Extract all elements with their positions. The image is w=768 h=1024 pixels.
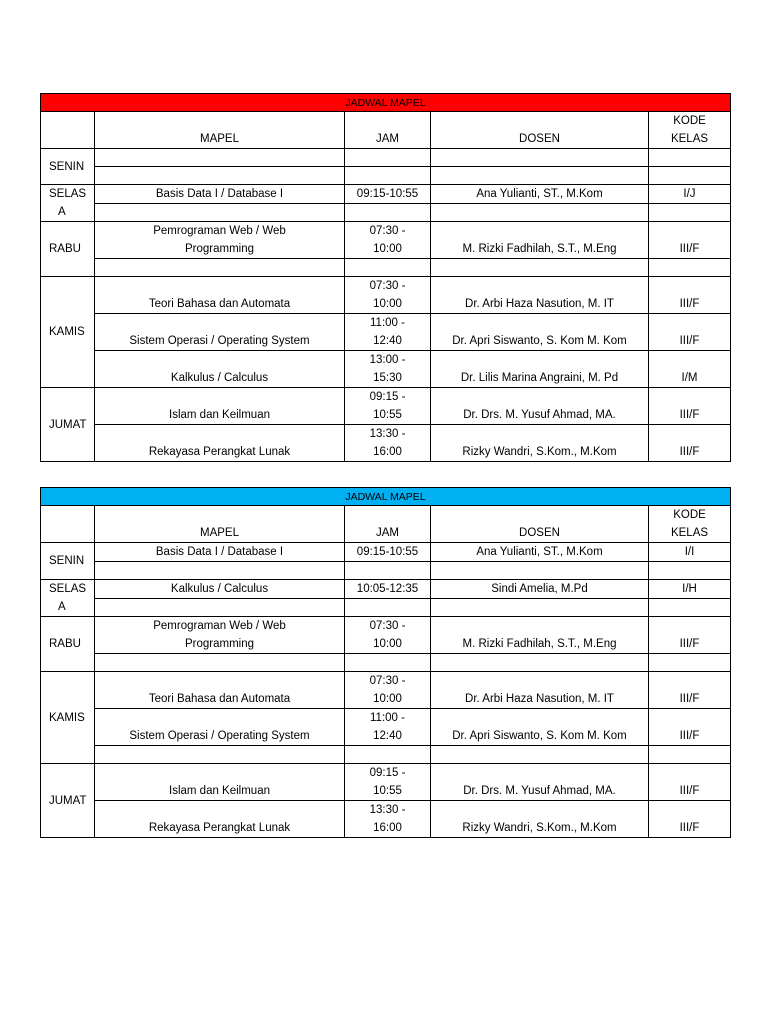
cell-kode: III/F bbox=[649, 277, 731, 314]
cell-jam-line1: 13:30 - bbox=[369, 428, 406, 440]
cell-jam-line2: 10:00 bbox=[373, 298, 402, 310]
header-mapel: MAPEL bbox=[95, 112, 345, 149]
cell-jam-line1: 11:00 - bbox=[370, 317, 405, 329]
cell-jam: 10:05-12:35 bbox=[345, 580, 431, 599]
header-kode-kelas bbox=[649, 112, 731, 149]
cell-dosen: Dr. Arbi Haza Nasution, M. IT bbox=[431, 672, 649, 709]
table-cell bbox=[345, 599, 431, 617]
table-row bbox=[41, 388, 731, 425]
table-title: JADWAL MAPEL bbox=[41, 94, 731, 112]
header-kode-line1: KODE bbox=[673, 115, 706, 127]
header-mapel: MAPEL bbox=[95, 506, 345, 543]
cell-jam bbox=[345, 222, 431, 259]
table-cell bbox=[345, 654, 431, 672]
day-senin: SENIN bbox=[41, 149, 95, 185]
cell-jam-line2: 12:40 bbox=[373, 335, 402, 347]
cell-kode: III/F bbox=[649, 314, 731, 351]
header-empty bbox=[41, 506, 95, 543]
day-selasa-line2: A bbox=[58, 601, 66, 613]
schedule-table-2 bbox=[40, 487, 731, 838]
header-dosen: DOSEN bbox=[431, 506, 649, 543]
header-jam: JAM bbox=[345, 112, 431, 149]
cell-dosen: Ana Yulianti, ST., M.Kom bbox=[431, 543, 649, 562]
cell-mapel: Teori Bahasa dan Automata bbox=[95, 277, 345, 314]
cell-dosen: Rizky Wandri, S.Kom., M.Kom bbox=[431, 801, 649, 838]
day-selasa-line2: A bbox=[58, 206, 66, 218]
cell-kode: III/F bbox=[649, 617, 731, 654]
day-rabu: RABU bbox=[41, 222, 95, 277]
cell-mapel: Teori Bahasa dan Automata bbox=[95, 672, 345, 709]
cell-dosen: Dr. Arbi Haza Nasution, M. IT bbox=[431, 277, 649, 314]
table-cell bbox=[649, 599, 731, 617]
table-cell bbox=[95, 599, 345, 617]
cell-dosen: Dr. Lilis Marina Angraini, M. Pd bbox=[431, 351, 649, 388]
day-kamis: KAMIS bbox=[41, 277, 95, 388]
header-jam: JAM bbox=[345, 506, 431, 543]
cell-jam-line2: 16:00 bbox=[373, 446, 402, 458]
cell-mapel: Basis Data I / Database I bbox=[95, 543, 345, 562]
cell-jam-line1: 07:30 - bbox=[369, 620, 406, 632]
cell-mapel bbox=[95, 222, 345, 259]
table-cell bbox=[649, 654, 731, 672]
table-cell bbox=[345, 746, 431, 764]
cell-kode: I/M bbox=[649, 351, 731, 388]
table-cell bbox=[345, 149, 431, 167]
cell-kode: I/I bbox=[649, 543, 731, 562]
cell-dosen: Dr. Apri Siswanto, S. Kom M. Kom bbox=[431, 709, 649, 746]
cell-mapel: Islam dan Keilmuan bbox=[95, 388, 345, 425]
cell-jam-line1: 07:30 - bbox=[369, 280, 406, 292]
header-kode-line1: KODE bbox=[673, 509, 706, 521]
table-cell bbox=[649, 259, 731, 277]
cell-dosen: Rizky Wandri, S.Kom., M.Kom bbox=[431, 425, 649, 462]
cell-jam bbox=[345, 617, 431, 654]
cell-mapel-line2: Programming bbox=[184, 638, 255, 650]
cell-dosen: Sindi Amelia, M.Pd bbox=[431, 580, 649, 599]
table-cell bbox=[95, 654, 345, 672]
cell-jam-line1: 09:15 - bbox=[369, 391, 406, 403]
cell-jam bbox=[345, 764, 431, 801]
cell-kode: III/F bbox=[649, 425, 731, 462]
cell-mapel bbox=[95, 617, 345, 654]
cell-jam: 09:15-10:55 bbox=[345, 543, 431, 562]
cell-jam-line1: 09:15 - bbox=[369, 767, 406, 779]
cell-mapel: Basis Data I / Database I bbox=[95, 185, 345, 204]
cell-jam-line2: 10:55 bbox=[373, 785, 402, 797]
table-cell bbox=[649, 746, 731, 764]
cell-mapel: Rekayasa Perangkat Lunak bbox=[95, 801, 345, 838]
cell-jam-line2: 10:55 bbox=[373, 409, 402, 421]
table-row bbox=[41, 425, 731, 462]
schedule-table-1 bbox=[40, 93, 731, 462]
cell-jam-line1: 07:30 - bbox=[369, 225, 406, 237]
table-row bbox=[41, 185, 731, 204]
table-cell bbox=[431, 562, 649, 580]
day-rabu: RABU bbox=[41, 617, 95, 672]
cell-kode: III/F bbox=[649, 801, 731, 838]
cell-jam-line2: 12:40 bbox=[373, 730, 402, 742]
cell-jam-line2: 10:00 bbox=[373, 243, 402, 255]
table-cell bbox=[431, 204, 649, 222]
cell-jam-line1: 11:00 - bbox=[370, 712, 405, 724]
cell-mapel: Kalkulus / Calculus bbox=[95, 351, 345, 388]
table-cell bbox=[649, 562, 731, 580]
table-cell bbox=[431, 599, 649, 617]
cell-jam-line1: 13:30 - bbox=[369, 804, 406, 816]
day-jumat: JUMAT bbox=[41, 388, 95, 462]
header-dosen: DOSEN bbox=[431, 112, 649, 149]
cell-mapel: Sistem Operasi / Operating System bbox=[95, 314, 345, 351]
cell-dosen: M. Rizki Fadhilah, S.T., M.Eng bbox=[431, 617, 649, 654]
cell-jam-line2: 16:00 bbox=[373, 822, 402, 834]
cell-jam bbox=[345, 672, 431, 709]
table-cell bbox=[345, 259, 431, 277]
table-cell bbox=[345, 167, 431, 185]
table-cell bbox=[95, 562, 345, 580]
table-cell bbox=[431, 149, 649, 167]
table-row bbox=[41, 351, 731, 388]
cell-mapel-line2: Programming bbox=[184, 243, 255, 255]
cell-jam bbox=[345, 425, 431, 462]
table-cell bbox=[431, 167, 649, 185]
cell-mapel-line1: Pemrograman Web / Web bbox=[153, 620, 286, 632]
table-row bbox=[41, 222, 731, 259]
table-row bbox=[41, 709, 731, 746]
cell-jam: 09:15-10:55 bbox=[345, 185, 431, 204]
cell-jam bbox=[345, 277, 431, 314]
cell-dosen: Dr. Drs. M. Yusuf Ahmad, MA. bbox=[431, 388, 649, 425]
day-selasa bbox=[41, 185, 95, 222]
cell-mapel: Kalkulus / Calculus bbox=[95, 580, 345, 599]
cell-jam bbox=[345, 388, 431, 425]
cell-dosen: M. Rizki Fadhilah, S.T., M.Eng bbox=[431, 222, 649, 259]
table-cell bbox=[649, 204, 731, 222]
cell-jam-line1: 07:30 - bbox=[369, 675, 406, 687]
cell-jam-line2: 10:00 bbox=[373, 638, 402, 650]
cell-kode: I/J bbox=[649, 185, 731, 204]
cell-dosen: Dr. Apri Siswanto, S. Kom M. Kom bbox=[431, 314, 649, 351]
cell-jam-line1: 13:00 - bbox=[369, 354, 406, 366]
day-jumat: JUMAT bbox=[41, 764, 95, 838]
cell-jam bbox=[345, 709, 431, 746]
header-kode-line2: KELAS bbox=[670, 133, 709, 145]
table-row bbox=[41, 617, 731, 654]
cell-jam-line2: 10:00 bbox=[373, 693, 402, 705]
day-senin: SENIN bbox=[41, 543, 95, 580]
table-cell bbox=[431, 746, 649, 764]
table-cell bbox=[95, 259, 345, 277]
table-cell bbox=[345, 204, 431, 222]
table-cell bbox=[95, 746, 345, 764]
cell-jam-line2: 15:30 bbox=[373, 372, 402, 384]
cell-kode: III/F bbox=[649, 222, 731, 259]
cell-mapel: Sistem Operasi / Operating System bbox=[95, 709, 345, 746]
cell-dosen: Dr. Drs. M. Yusuf Ahmad, MA. bbox=[431, 764, 649, 801]
table-row bbox=[41, 277, 731, 314]
table-cell bbox=[431, 654, 649, 672]
cell-mapel: Rekayasa Perangkat Lunak bbox=[95, 425, 345, 462]
table-row bbox=[41, 801, 731, 838]
cell-jam bbox=[345, 314, 431, 351]
day-selasa-line1: SELAS bbox=[49, 583, 87, 595]
cell-mapel: Islam dan Keilmuan bbox=[95, 764, 345, 801]
day-kamis: KAMIS bbox=[41, 672, 95, 764]
table-cell bbox=[95, 167, 345, 185]
table-cell bbox=[649, 167, 731, 185]
header-kode-kelas bbox=[649, 506, 731, 543]
day-selasa-line1: SELAS bbox=[49, 188, 87, 200]
table-title: JADWAL MAPEL bbox=[41, 488, 731, 506]
cell-kode: I/H bbox=[649, 580, 731, 599]
table-row bbox=[41, 580, 731, 599]
table-cell bbox=[431, 259, 649, 277]
day-selasa bbox=[41, 580, 95, 617]
cell-kode: III/F bbox=[649, 764, 731, 801]
cell-jam bbox=[345, 351, 431, 388]
table-row bbox=[41, 672, 731, 709]
table-cell bbox=[649, 149, 731, 167]
cell-dosen: Ana Yulianti, ST., M.Kom bbox=[431, 185, 649, 204]
cell-mapel-line1: Pemrograman Web / Web bbox=[153, 225, 286, 237]
table-cell bbox=[95, 204, 345, 222]
table-cell bbox=[345, 562, 431, 580]
cell-jam bbox=[345, 801, 431, 838]
cell-kode: III/F bbox=[649, 388, 731, 425]
table-cell bbox=[95, 149, 345, 167]
cell-kode: III/F bbox=[649, 709, 731, 746]
table-row bbox=[41, 543, 731, 562]
header-kode-line2: KELAS bbox=[670, 527, 709, 539]
table-row bbox=[41, 764, 731, 801]
header-empty bbox=[41, 112, 95, 149]
table-row bbox=[41, 314, 731, 351]
cell-kode: III/F bbox=[649, 672, 731, 709]
